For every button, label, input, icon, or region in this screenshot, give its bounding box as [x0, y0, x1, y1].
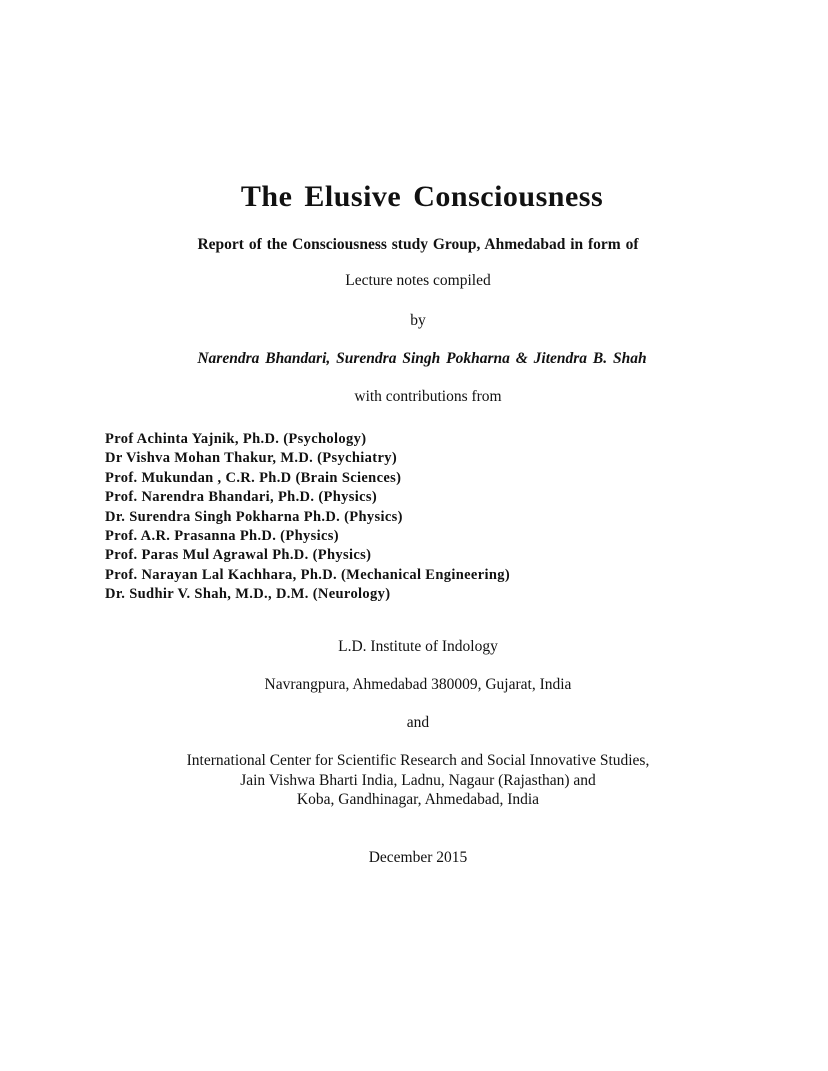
contributor-item: Prof Achinta Yajnik, Ph.D. (Psychology) — [105, 431, 367, 447]
contributor-item: Dr Vishva Mohan Thakur, M.D. (Psychiatry) — [105, 450, 398, 467]
contributor-item: Prof. Narendra Bhandari, Ph.D. (Physics) — [105, 489, 378, 506]
institution-name: L.D. Institute of Indology — [338, 638, 498, 655]
lecture-notes-line: Lecture notes compiled — [345, 272, 491, 289]
contributor-item: Prof. A.R. Prasanna Ph.D. (Physics) — [105, 528, 339, 545]
contributor-item: Prof. Mukundan , C.R. Ph.D (Brain Sciences) — [105, 469, 402, 486]
second-institution-block — [4, 751, 828, 810]
second-institution-line: Koba, Gandhinagar, Ahmedabad, India — [296, 791, 540, 808]
contributor-item: Dr. Surendra Singh Pokharna Ph.D. (Physics) — [105, 508, 403, 525]
publication-date: December 2015 — [368, 849, 468, 866]
by-line: by — [410, 312, 426, 329]
contributor-item: Prof. Paras Mul Agrawal Ph.D. (Physics) — [105, 547, 372, 564]
second-institution-line: International Center for Scientific Research and Social Innovative Studies, — [186, 752, 650, 769]
document-title: The Elusive Consciousness — [240, 180, 604, 213]
second-institution-line: Jain Vishwa Bharti India, Ladnu, Nagaur (Rajasthan) and — [240, 771, 596, 789]
contributor-item: Prof. Narayan Lal Kachhara, Ph.D. (Mechanical Engineering) — [105, 566, 511, 583]
authors-line: Narendra Bhandari, Surendra Singh Pokharna & Jitendra B. Shah — [197, 350, 647, 367]
institution-address: Navrangpura, Ahmedabad 380009, Gujarat, India — [264, 676, 572, 693]
contributions-line: with contributions from — [354, 388, 502, 405]
and-line: and — [406, 714, 430, 731]
document-subtitle: Report of the Consciousness study Group, Ahmedabad in form of — [197, 236, 639, 253]
contributors-list — [105, 430, 510, 605]
contributor-item: Dr. Sudhir V. Shah, M.D., D.M. (Neurology) — [105, 586, 391, 603]
